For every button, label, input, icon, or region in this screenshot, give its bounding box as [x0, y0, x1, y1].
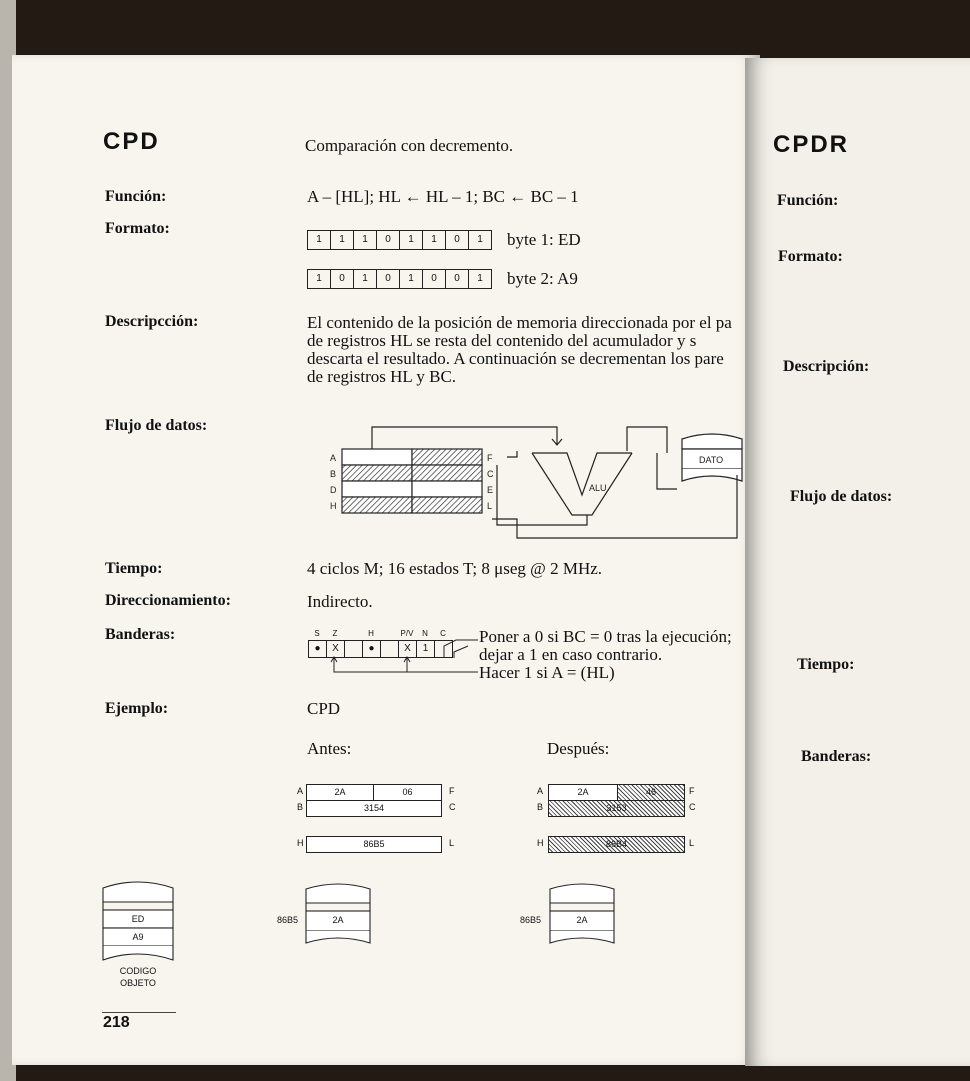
bit: 0 — [377, 270, 400, 288]
byte2-bits — [307, 269, 492, 289]
bit: 0 — [446, 270, 469, 288]
label-tiempo: Tiempo: — [105, 560, 163, 577]
reg-label-l: L — [449, 838, 455, 848]
description — [307, 314, 757, 386]
reg-label: A — [330, 453, 337, 463]
reg-label: L — [487, 501, 493, 511]
label-flujo: Flujo de datos: — [105, 417, 208, 434]
object-code-caption — [103, 965, 173, 989]
reg-label-a: A — [537, 786, 544, 796]
bit: 0 — [446, 231, 469, 249]
alu-label: ALU — [589, 483, 607, 493]
right-page — [745, 58, 970, 1066]
flag-name: H — [368, 629, 374, 638]
bit: 1 — [400, 231, 423, 249]
bit: 1 — [354, 270, 377, 288]
label-descripcion: Descripcción: — [105, 313, 199, 330]
page-number-rule — [102, 1012, 176, 1013]
flag-note: Poner a 0 si BC = 0 tras la ejecución; — [479, 627, 732, 646]
right-label-funcion: Función: — [777, 192, 839, 209]
reg-label-h: H — [297, 838, 304, 848]
after-reg-a: 2A — [548, 784, 618, 801]
bit: 1 — [423, 231, 446, 249]
right-label-descripcion: Descripción: — [783, 358, 870, 375]
bit: 1 — [308, 270, 331, 288]
flag-arrows — [308, 630, 488, 680]
caption-line: OBJETO — [120, 978, 156, 988]
flag-notes — [479, 628, 732, 682]
label-formato: Formato: — [105, 220, 170, 237]
reg-label: B — [330, 469, 337, 479]
bit: 0 — [423, 270, 446, 288]
object-byte-2: A9 — [132, 932, 144, 942]
right-label-flujo: Flujo de datos: — [790, 488, 893, 505]
example-instruction: CPD — [307, 699, 341, 718]
flag-cell: 1 — [417, 641, 435, 657]
function-text: A – [HL]; HL ← HL – 1; BC ← BC – 1 — [307, 187, 579, 206]
timing-text: 4 ciclos M; 16 estados T; 8 μseg @ 2 MHz. — [307, 559, 603, 578]
dato-label: DATO — [699, 455, 724, 465]
description-line: El contenido de la posición de memoria direccionada por el pa — [307, 314, 732, 332]
mnemonic-title: CPD — [103, 128, 160, 155]
bit: 1 — [308, 231, 331, 249]
flag-note: dejar a 1 en caso contrario. — [479, 645, 663, 664]
flag-name: S — [314, 629, 320, 638]
bit: 1 — [477, 273, 483, 284]
flag-name: N — [422, 629, 428, 638]
reg-label: D — [330, 485, 337, 495]
flag-name: C — [440, 629, 446, 638]
bit: 0 — [377, 231, 400, 249]
right-label-tiempo: Tiempo: — [797, 656, 855, 673]
label-banderas: Banderas: — [105, 626, 176, 643]
reg-label-h: H — [537, 838, 544, 848]
memory-value: 2A — [332, 915, 344, 925]
byte1-label: byte 1: ED — [507, 230, 581, 249]
flag-cell: X — [399, 641, 417, 657]
data-flow-diagram — [327, 415, 747, 545]
reg-label: C — [487, 469, 494, 479]
reg-label-b: B — [537, 802, 544, 812]
bit: 0 — [331, 270, 354, 288]
description-line: de registros HL y BC. — [307, 367, 457, 386]
reg-label: E — [487, 485, 494, 495]
before-reg-bc: 3154 — [306, 800, 442, 817]
description-line: descarta el resultado. A continuación se decrementan los pare — [307, 349, 724, 368]
right-label-formato: Formato: — [778, 248, 843, 265]
right-label-banderas: Banderas: — [801, 748, 872, 765]
after-reg-hl: 86B4 — [548, 836, 685, 853]
memory-value: 2A — [576, 915, 588, 925]
bit: 1 — [354, 231, 377, 249]
right-mnemonic: CPDR — [773, 131, 850, 158]
flag-note: Hacer 1 si A = (HL) — [479, 663, 615, 682]
after-reg-f: 46 — [617, 784, 685, 801]
label-funcion: Función: — [105, 188, 167, 205]
bit: 1 — [400, 270, 423, 288]
reg-label-l: L — [689, 838, 695, 848]
example-before-label: Antes: — [307, 739, 352, 758]
byte2-label: byte 2: A9 — [507, 269, 578, 288]
reg-label-b: B — [297, 802, 304, 812]
flag-cell: X — [327, 641, 345, 657]
reg-label: F — [487, 453, 493, 463]
caption-line: CODIGO — [119, 966, 157, 976]
reg-label-a: A — [297, 786, 304, 796]
label-direccionamiento: Direccionamiento: — [105, 592, 231, 609]
reg-label-f: F — [449, 786, 455, 796]
before-reg-f: 06 — [373, 784, 442, 801]
addressing-text: Indirecto. — [307, 592, 373, 611]
bit: 1 — [477, 234, 483, 245]
instruction-title: Comparación con decremento. — [305, 136, 514, 155]
flag-cell: ● — [309, 641, 327, 657]
memory-address: 86B5 — [520, 915, 542, 925]
flag-name: P/V — [400, 629, 414, 638]
flag-cell: ● — [363, 641, 381, 657]
memory-address: 86B5 — [277, 915, 299, 925]
byte1-bits — [307, 230, 492, 250]
left-page — [12, 55, 760, 1065]
bit: 1 — [331, 231, 354, 249]
reg-label: H — [330, 501, 337, 511]
label-ejemplo: Ejemplo: — [105, 700, 169, 717]
example-after-label: Después: — [547, 739, 610, 758]
reg-label-f: F — [689, 786, 695, 796]
description-line: de registros HL se resta del contenido del acumulador y s — [307, 331, 697, 350]
after-reg-bc: 3153 — [548, 800, 685, 817]
reg-label-c: C — [449, 802, 456, 812]
object-byte-1: ED — [131, 914, 145, 924]
flag-name: Z — [332, 629, 338, 638]
before-reg-hl: 86B5 — [306, 836, 442, 853]
page-number: 218 — [103, 1014, 130, 1031]
reg-label-c: C — [689, 802, 696, 812]
before-reg-a: 2A — [306, 784, 374, 801]
